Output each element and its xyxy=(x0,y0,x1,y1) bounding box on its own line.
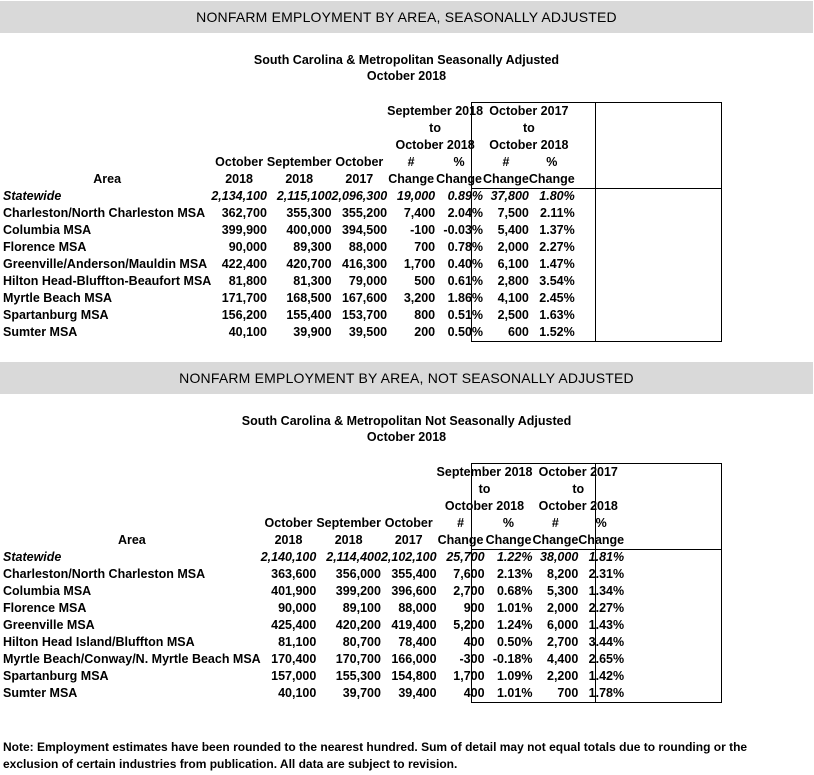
area-cell: Charleston/North Charleston MSA xyxy=(3,567,206,581)
value-cell: October xyxy=(264,516,313,530)
value-cell: 0.89% xyxy=(447,189,484,203)
value-cell: -0.03% xyxy=(443,223,484,237)
group-header-right: October 2017 xyxy=(538,465,618,479)
value-cell: 1.01% xyxy=(496,601,533,615)
value-cell: October xyxy=(335,155,384,169)
value-cell: 2.31% xyxy=(588,567,625,581)
area-cell: Spartanburg MSA xyxy=(3,308,109,322)
value-cell: 2,134,100 xyxy=(211,189,267,203)
spacer-cell xyxy=(0,137,387,154)
value-cell: 7,400 xyxy=(403,206,436,220)
value-cell: 500 xyxy=(414,274,436,288)
value-cell: 1,700 xyxy=(403,257,436,271)
area-cell xyxy=(0,515,261,532)
value-cell: 2,500 xyxy=(497,308,529,322)
value-cell: 399,900 xyxy=(221,223,267,237)
value-cell: 0.50% xyxy=(447,325,484,339)
value-cell: 81,800 xyxy=(228,274,267,288)
value-cell: Change xyxy=(528,172,575,186)
table-period: October 2018 xyxy=(366,69,447,83)
value-cell: 356,000 xyxy=(335,567,381,581)
value-cell: 700 xyxy=(557,686,579,700)
value-cell: # xyxy=(551,516,559,530)
value-cell: -300 xyxy=(459,652,485,666)
value-cell: 2.65% xyxy=(588,652,625,666)
area-cell: Charleston/North Charleston MSA xyxy=(3,206,206,220)
value-cell: 2.04% xyxy=(447,206,484,220)
area-cell: Hilton Head Island/Bluffton MSA xyxy=(3,635,195,649)
value-cell: 2,140,100 xyxy=(260,550,317,564)
value-cell: 168,500 xyxy=(286,291,332,305)
value-cell: 154,800 xyxy=(391,669,437,683)
value-cell: 2,800 xyxy=(497,274,529,288)
value-cell: 4,400 xyxy=(547,652,579,666)
value-cell: 355,400 xyxy=(391,567,437,581)
section-banner: NONFARM EMPLOYMENT BY AREA, NOT SEASONALLY ADJUSTED xyxy=(0,362,813,394)
area-cell: Sumter MSA xyxy=(3,686,78,700)
value-cell: # xyxy=(457,516,465,530)
value-cell: 1.24% xyxy=(496,618,533,632)
value-cell: % xyxy=(595,516,607,530)
value-cell: 39,900 xyxy=(293,325,332,339)
area-cell: Statewide xyxy=(3,550,62,564)
spacer-cell xyxy=(0,103,387,120)
value-cell: 1,700 xyxy=(453,669,485,683)
value-cell: Change xyxy=(483,172,529,186)
value-cell: 166,000 xyxy=(391,652,437,666)
area-cell: Greenville MSA xyxy=(3,618,95,632)
value-cell: 155,300 xyxy=(335,669,381,683)
value-cell: 39,700 xyxy=(342,686,381,700)
value-cell: 2018 xyxy=(225,172,254,186)
value-cell: 422,400 xyxy=(221,257,267,271)
area-cell xyxy=(0,154,211,171)
value-cell: # xyxy=(502,155,510,169)
value-cell: 0.61% xyxy=(447,274,484,288)
value-cell: 1.34% xyxy=(588,584,625,598)
value-cell: 800 xyxy=(414,308,436,322)
value-cell: 40,100 xyxy=(278,686,317,700)
value-cell: -0.18% xyxy=(492,652,533,666)
value-cell: 2017 xyxy=(394,533,423,547)
value-cell: 5,200 xyxy=(453,618,485,632)
value-cell: 0.50% xyxy=(496,635,533,649)
value-cell: 2.11% xyxy=(539,206,575,220)
area-cell: Hilton Head-Bluffton-Beaufort MSA xyxy=(3,274,212,288)
value-cell: 0.78% xyxy=(447,240,484,254)
header-divider xyxy=(471,549,721,550)
area-cell: Florence MSA xyxy=(3,601,87,615)
value-cell: 1.78% xyxy=(588,686,625,700)
value-cell: 400,000 xyxy=(286,223,332,237)
value-cell: October xyxy=(215,155,264,169)
value-cell: 2.13% xyxy=(496,567,533,581)
value-cell: 5,400 xyxy=(497,223,529,237)
table-title: South Carolina & Metropolitan Not Seasonally Adjusted xyxy=(241,414,572,428)
value-cell: 1.80% xyxy=(539,189,575,203)
value-cell: 700 xyxy=(414,240,436,254)
value-cell: 1.22% xyxy=(496,550,533,564)
area-cell: Area xyxy=(117,533,146,547)
area-cell: Myrtle Beach MSA xyxy=(3,291,113,305)
value-cell: 2.27% xyxy=(539,240,575,254)
value-cell: 420,700 xyxy=(286,257,332,271)
value-cell: 170,400 xyxy=(271,652,317,666)
value-cell: 80,700 xyxy=(342,635,381,649)
value-cell: 2018 xyxy=(285,172,314,186)
value-cell: 399,200 xyxy=(335,584,381,598)
value-cell: September xyxy=(266,155,332,169)
value-cell: 25,700 xyxy=(446,550,485,564)
value-cell: 2018 xyxy=(334,533,363,547)
value-cell: 355,300 xyxy=(286,206,332,220)
value-cell: Change xyxy=(578,533,625,547)
value-cell: 396,600 xyxy=(391,584,437,598)
value-cell: 900 xyxy=(463,601,485,615)
area-cell: Greenville/Anderson/Mauldin MSA xyxy=(3,257,208,271)
value-cell: 1.47% xyxy=(539,257,575,271)
month-change-box xyxy=(471,102,596,342)
value-cell: 156,200 xyxy=(221,308,267,322)
area-cell: Columbia MSA xyxy=(3,584,92,598)
value-cell: 153,700 xyxy=(341,308,388,322)
value-cell: 3,200 xyxy=(403,291,436,305)
value-cell: 3.54% xyxy=(539,274,575,288)
value-cell: 400 xyxy=(463,635,485,649)
group-header-left: September 2018 xyxy=(436,465,533,479)
year-change-box xyxy=(595,102,722,342)
value-cell: 6,100 xyxy=(497,257,529,271)
value-cell: Change xyxy=(485,533,532,547)
value-cell: 1.09% xyxy=(496,669,533,683)
table-period: October 2018 xyxy=(366,430,447,444)
value-cell: 200 xyxy=(414,325,436,339)
spacer-cell xyxy=(0,498,437,515)
value-cell: 6,000 xyxy=(547,618,579,632)
value-cell: 425,400 xyxy=(271,618,317,632)
value-cell: 0.68% xyxy=(496,584,533,598)
value-cell: 90,000 xyxy=(228,240,267,254)
value-cell: 170,700 xyxy=(335,652,381,666)
group-header-left: to xyxy=(429,121,441,135)
value-cell: 420,200 xyxy=(335,618,381,632)
value-cell: 8,200 xyxy=(547,567,579,581)
value-cell: 1.37% xyxy=(539,223,575,237)
value-cell: 355,200 xyxy=(341,206,388,220)
value-cell: September xyxy=(316,516,381,530)
group-header-right: October 2018 xyxy=(489,138,569,152)
value-cell: % xyxy=(546,155,558,169)
group-header-left: to xyxy=(478,482,491,496)
value-cell: 2017 xyxy=(345,172,374,186)
value-cell: 400 xyxy=(463,686,485,700)
value-cell: 157,000 xyxy=(271,669,317,683)
area-cell: Sumter MSA xyxy=(3,325,78,339)
value-cell: 40,100 xyxy=(228,325,267,339)
spacer-cell xyxy=(0,464,437,481)
value-cell: 88,000 xyxy=(398,601,437,615)
value-cell: 600 xyxy=(508,325,529,339)
value-cell: 19,000 xyxy=(396,189,436,203)
spacer-cell xyxy=(0,120,387,137)
value-cell: Change xyxy=(436,172,482,186)
area-cell: Area xyxy=(93,172,122,186)
value-cell: October xyxy=(384,516,433,530)
value-cell: 1.86% xyxy=(447,291,484,305)
value-cell: 2,700 xyxy=(453,584,485,598)
value-cell: 81,300 xyxy=(293,274,332,288)
value-cell: 0.40% xyxy=(447,257,484,271)
value-cell: 362,700 xyxy=(221,206,267,220)
value-cell: % xyxy=(502,516,515,530)
value-cell: 89,100 xyxy=(342,601,381,615)
value-cell: 1.43% xyxy=(588,618,625,632)
group-header-right: to xyxy=(572,482,585,496)
area-cell: Myrtle Beach/Conway/N. Myrtle Beach MSA xyxy=(3,652,261,666)
value-cell: 416,300 xyxy=(341,257,388,271)
value-cell: 1.52% xyxy=(539,325,575,339)
value-cell: 2.45% xyxy=(539,291,575,305)
value-cell: 1.63% xyxy=(539,308,575,322)
value-cell: 37,800 xyxy=(490,189,529,203)
area-cell: Spartanburg MSA xyxy=(3,669,109,683)
value-cell: Change xyxy=(388,172,435,186)
value-cell: 2,096,300 xyxy=(331,189,388,203)
value-cell: 2,700 xyxy=(547,635,579,649)
value-cell: 0.51% xyxy=(447,308,484,322)
value-cell: 363,600 xyxy=(271,567,317,581)
group-header-left: October 2018 xyxy=(395,138,475,152)
value-cell: 39,400 xyxy=(398,686,437,700)
area-cell: Florence MSA xyxy=(3,240,87,254)
value-cell: 79,000 xyxy=(348,274,388,288)
value-cell: 81,100 xyxy=(278,635,317,649)
value-cell: % xyxy=(453,155,465,169)
value-cell: 88,000 xyxy=(348,240,388,254)
value-cell: 2,115,100 xyxy=(276,189,332,203)
value-cell: 7,500 xyxy=(497,206,529,220)
value-cell: Change xyxy=(437,533,484,547)
group-header-right: to xyxy=(522,121,535,135)
group-header-right: October 2017 xyxy=(489,104,569,118)
value-cell: 7,600 xyxy=(453,567,485,581)
value-cell: 78,400 xyxy=(398,635,437,649)
area-cell: Statewide xyxy=(3,189,62,203)
value-cell: 2,114,400 xyxy=(326,550,381,564)
value-cell: 171,700 xyxy=(221,291,267,305)
value-cell: 38,000 xyxy=(540,550,579,564)
value-cell: 1.81% xyxy=(588,550,625,564)
value-cell: 89,300 xyxy=(293,240,332,254)
value-cell: 4,100 xyxy=(497,291,529,305)
value-cell: 5,300 xyxy=(547,584,579,598)
month-change-box xyxy=(471,463,596,703)
value-cell: Change xyxy=(532,533,579,547)
section-banner: NONFARM EMPLOYMENT BY AREA, SEASONALLY ADJUSTED xyxy=(0,1,813,33)
value-cell: 90,000 xyxy=(278,601,317,615)
table-title: South Carolina & Metropolitan Seasonally Adjusted xyxy=(253,53,560,67)
value-cell: 401,900 xyxy=(271,584,317,598)
value-cell: 419,400 xyxy=(391,618,437,632)
spacer-cell xyxy=(0,481,437,498)
value-cell: 39,500 xyxy=(348,325,388,339)
value-cell: 394,500 xyxy=(341,223,388,237)
group-header-left: September 2018 xyxy=(387,104,484,118)
value-cell: 2018 xyxy=(274,533,303,547)
value-cell: 2.27% xyxy=(588,601,625,615)
footnote: Note: Employment estimates have been rounded to the nearest hundred. Sum of detail may not equal totals due to rounding or the exclusion of certain industries from publication. All data are subject to revision. xyxy=(3,740,748,771)
value-cell: # xyxy=(407,155,415,169)
area-cell: Columbia MSA xyxy=(3,223,92,237)
year-change-box xyxy=(595,463,722,703)
value-cell: 1.01% xyxy=(496,686,533,700)
value-cell: 2,200 xyxy=(547,669,579,683)
group-header-left: October 2018 xyxy=(444,499,525,513)
value-cell: 2,000 xyxy=(497,240,529,254)
group-header-right: October 2018 xyxy=(538,499,618,513)
value-cell: 2,102,100 xyxy=(380,550,437,564)
value-cell: -100 xyxy=(410,223,436,237)
value-cell: 167,600 xyxy=(341,291,388,305)
value-cell: 1.42% xyxy=(588,669,625,683)
header-divider xyxy=(471,188,721,189)
value-cell: 3.44% xyxy=(588,635,625,649)
value-cell: 155,400 xyxy=(286,308,332,322)
value-cell: 2,000 xyxy=(547,601,579,615)
